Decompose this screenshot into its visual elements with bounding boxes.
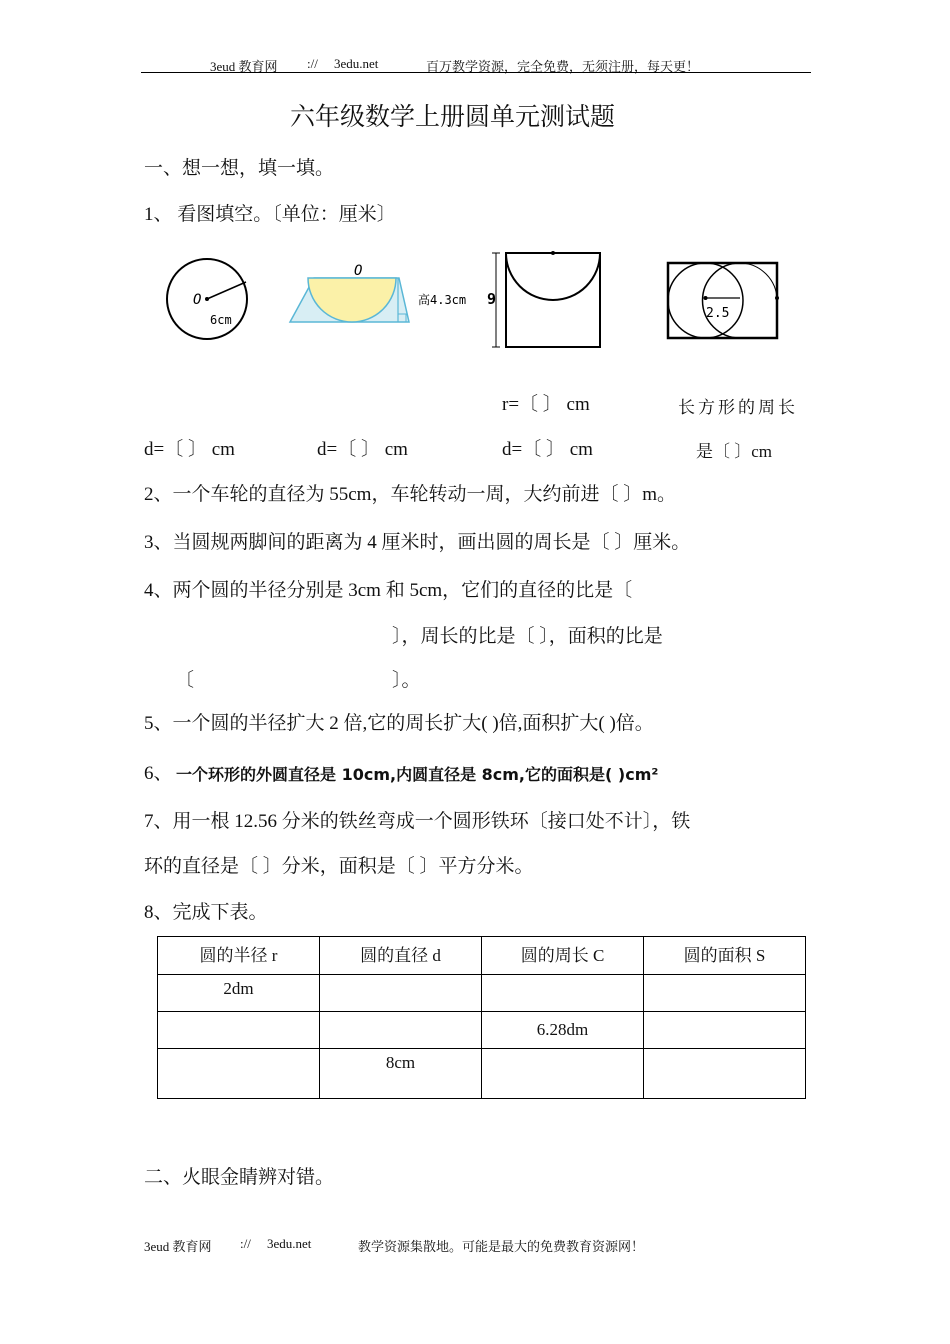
table-cell[interactable]: 6.28dm bbox=[482, 1012, 644, 1049]
figure-rectangle-circles bbox=[664, 260, 784, 342]
table-header-row bbox=[158, 937, 806, 975]
fig1-radius-label: 6cm bbox=[210, 313, 232, 327]
q1-diameter-blank-1[interactable]: d=〔 〕 cm bbox=[144, 439, 235, 460]
q1-rect-perimeter-2[interactable]: 是〔 〕cm bbox=[696, 442, 773, 461]
header-slogan: 百万教学资源，完全免费，无须注册，每天更！ bbox=[426, 59, 700, 74]
q8-text: 8、完成下表。 bbox=[144, 902, 268, 923]
q4-line3-open: 〔 bbox=[175, 670, 195, 691]
table-cell[interactable] bbox=[644, 975, 806, 1012]
q3-text: 3、当圆规两脚间的距离为 4 厘米时，画出圆的周长是〔 〕厘米。 bbox=[144, 532, 691, 553]
table-cell[interactable] bbox=[158, 1049, 320, 1099]
q7-line2: 环的直径是〔 〕分米，面积是〔 〕平方分米。 bbox=[144, 856, 534, 877]
header-site: 3eud 教育网 bbox=[210, 59, 278, 74]
table-cell[interactable]: 8cm bbox=[320, 1049, 482, 1099]
fig2-height-label: 高4.3cm bbox=[418, 293, 467, 307]
q5-text: 5、一个圆的半径扩大 2 倍,它的周长扩大( )倍,面积扩大( )倍。 bbox=[144, 713, 654, 734]
footer-slogan: 教学资源集散地。可能是最大的免费教育资源网！ bbox=[358, 1239, 645, 1254]
table-header-cell: 圆的周长 C bbox=[482, 937, 644, 975]
q1-rect-perimeter-1: 长方形的周长 bbox=[678, 398, 798, 417]
fig4-radius-label: 2.5 bbox=[706, 306, 730, 321]
table-row bbox=[158, 1012, 806, 1049]
table-cell[interactable] bbox=[482, 1049, 644, 1099]
figure-semicircle-trapezoid bbox=[284, 258, 474, 328]
figure-circle bbox=[160, 254, 260, 348]
q4-line1: 4、两个圆的半径分别是 3cm 和 5cm，它们的直径的比是〔 bbox=[144, 580, 633, 601]
circle-table bbox=[157, 936, 806, 1099]
fig3-side-label: 9 bbox=[487, 290, 497, 308]
table-cell[interactable] bbox=[482, 975, 644, 1012]
header-domain[interactable]: 3edu.net bbox=[334, 56, 379, 71]
section2-heading: 二、火眼金睛辨对错。 bbox=[144, 1167, 335, 1188]
table-header-cell: 圆的直径 d bbox=[320, 937, 482, 975]
table-cell[interactable] bbox=[320, 1012, 482, 1049]
q6-number: 6、 bbox=[144, 763, 173, 784]
table-row bbox=[158, 975, 806, 1012]
q6-text: 一个环形的外圆直径是 10cm,内圆直径是 8cm,它的面积是( )cm² bbox=[176, 765, 659, 784]
fig1-center-label: O bbox=[193, 292, 202, 308]
fig2-center-label: O bbox=[354, 263, 363, 279]
q4-line3-close: 〕。 bbox=[392, 670, 421, 691]
table-cell[interactable] bbox=[158, 1012, 320, 1049]
table-cell[interactable] bbox=[644, 1012, 806, 1049]
q1-diameter-blank-2[interactable]: d=〔 〕 cm bbox=[317, 439, 408, 460]
section1-heading: 一、想一想，填一填。 bbox=[144, 158, 335, 179]
q1-text: 1、 看图填空。〔单位：厘米〕 bbox=[144, 204, 396, 225]
q2-text: 2、一个车轮的直径为 55cm，车轮转动一周，大约前进〔 〕m。 bbox=[144, 484, 676, 505]
footer-sep: :// bbox=[240, 1236, 251, 1251]
table-cell[interactable]: 2dm bbox=[158, 975, 320, 1012]
table-header-cell: 圆的半径 r bbox=[158, 937, 320, 975]
page-title: 六年级数学上册圆单元测试题 bbox=[290, 104, 616, 131]
table-row bbox=[158, 1049, 806, 1099]
q1-radius-blank[interactable]: r=〔 〕 cm bbox=[502, 394, 590, 415]
footer-site: 3eud 教育网 bbox=[144, 1239, 212, 1254]
q1-diameter-blank-3[interactable]: d=〔 〕 cm bbox=[502, 439, 593, 460]
table-header-cell: 圆的面积 S bbox=[644, 937, 806, 975]
header-rule bbox=[141, 72, 811, 73]
q4-line2: 〕，周长的比是〔 〕，面积的比是 bbox=[392, 626, 663, 647]
table-cell[interactable] bbox=[644, 1049, 806, 1099]
footer-domain[interactable]: 3edu.net bbox=[267, 1236, 312, 1251]
figure-square-semicircle bbox=[484, 248, 610, 352]
q7-line1: 7、用一根 12.56 分米的铁丝弯成一个圆形铁环〔接口处不计〕，铁 bbox=[144, 811, 691, 832]
table-cell[interactable] bbox=[320, 975, 482, 1012]
header-sep: :// bbox=[307, 56, 318, 71]
